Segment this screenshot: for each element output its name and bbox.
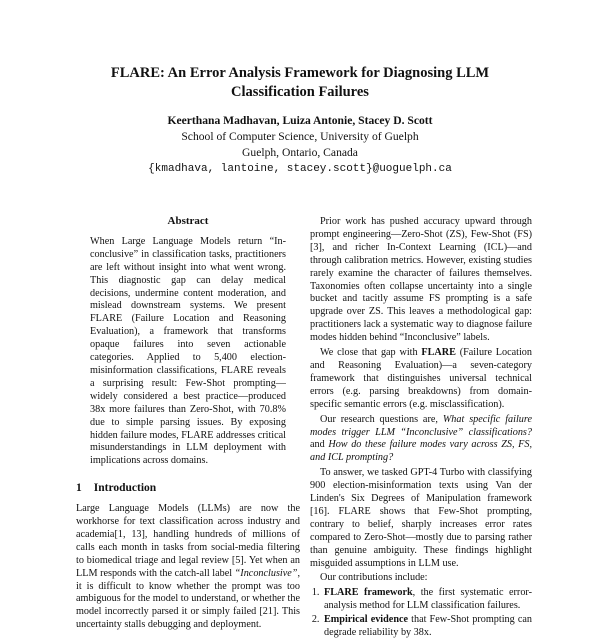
right-paragraph-4: To answer, we tasked GPT-4 Turbo with classifying 900 election-misinformation texts using Van der Linden's Six Degrees of Manipulation framework [16]. FLARE shows that Few-Shot prompting, contrary to belief, sharply increases error rates compared to Zero-Shot—mostly due to parsing rather than genuine ambiguity. These findings highlight misguided assumptions in LLM use. [310, 467, 532, 569]
p2-text-b: (Failure Location and Reasoning Evaluation)—a seven-category framework that distinguishes universal technical errors (e.g. parsing breakdowns) from domain-specific semantic errors (e.g. misclassification). [310, 347, 532, 410]
paper-title [60, 64, 540, 102]
author-block [60, 113, 540, 177]
author-emails: {kmadhava, lantoine, stacey.scott}@uoguelph.ca [148, 163, 452, 175]
p3-text-b: and [310, 439, 329, 451]
contribution-item [322, 614, 532, 640]
affiliation: School of Computer Science, University of Guelph [181, 130, 419, 143]
author-names: Keerthana Madhavan, Luiza Antonie, Stacey D. Scott [167, 114, 433, 127]
right-paragraph-5: Our contributions include: [320, 572, 428, 584]
section-number: 1 [76, 482, 82, 495]
location: Guelph, Ontario, Canada [242, 146, 358, 159]
right-column [310, 216, 532, 641]
left-column [76, 210, 300, 632]
contribution-item [322, 587, 532, 613]
right-paragraph-1: Prior work has pushed accuracy upward through prompt engineering—Zero-Shot (ZS), Few-Shot (FS)[3], and richer In-Context Learning (ICL)—and through calibration metrics. However, existing studies rarely examine the character of failures themselves. Taxonomies often collapse uncertainty into a single bucket and tacitly assume FS prompting is a safe upgrade over ZS. This leaves a methodological gap: practitioners lack a systematic way to diagnose failure modes hidden behind “Inconclusive” labels. [310, 216, 532, 344]
contributions-list [310, 587, 532, 640]
title-line-1: FLARE: An Error Analysis Framework for Diagnosing LLM [110, 65, 490, 81]
section-title: Introduction [93, 482, 157, 495]
abstract-heading: Abstract [167, 215, 209, 227]
right-paragraph-2 [310, 347, 532, 412]
contribution-2-text: that Few-Shot prompting can degrade reliability by 38x. [324, 614, 533, 639]
contribution-1-bold: FLARE framework [324, 587, 413, 599]
abstract-text: When Large Language Models return “In-conclusive” in classification tasks, practitioners are left without insight into what went wrong. This diagnostic gap can delay medical decisions, undermine content moderation, and mislead downstream systems. We present FLARE (Failure Location and Reasoning Evaluation), a framework that transforms opaque failures into seven actionable categories. Applied to 5,400 election-misinformation classifications, FLARE reveals a surprising result: Few-Shot prompting—widely considered a best practice—produced 38x more failures than Zero-Shot, with 70.8% due to simple parsing issues. By exposing hidden failure modes, FLARE addresses critical misunderstandings in LLM deployment with implications across domains. [90, 235, 286, 467]
right-paragraph-3 [310, 414, 532, 466]
intro-paragraph-1 [76, 503, 300, 632]
contribution-1-text: , the first systematic error-analysis method for LLM classification failures. [324, 587, 532, 612]
p2-text-a: We close that gap with [320, 347, 422, 359]
section-heading-introduction [76, 482, 300, 495]
intro-text-emphasis: “Inconclusive” [234, 567, 298, 579]
p3-question-1: What specific failure modes trigger LLM “Inconclusive” classifications? [310, 413, 532, 438]
title-line-2: Classification Failures [231, 84, 369, 100]
contribution-2-bold: Empirical evidence [324, 614, 409, 626]
p3-question-2: How do these failure modes vary across ZS, FS, and ICL prompting? [310, 439, 532, 464]
intro-text-b: , it is difficult to know whether the prompt was too ambiguous for the model to understand, or whether the model incorrectly parsed it or simply failed [21]. This uncertainty stalls debugging and deployment. [76, 567, 300, 631]
intro-text-a: Large Language Models (LLMs) are now the workhorse for text classification across industry and academia[1, 13], handling hundreds of millions of calls each month in tasks from social-media filtering to biomedical triage and legal review [5]. Yet when an LLM responds with the catch-all label [76, 503, 300, 579]
p3-text-a: Our research questions are, [320, 413, 443, 425]
p2-bold: FLARE [421, 347, 456, 359]
